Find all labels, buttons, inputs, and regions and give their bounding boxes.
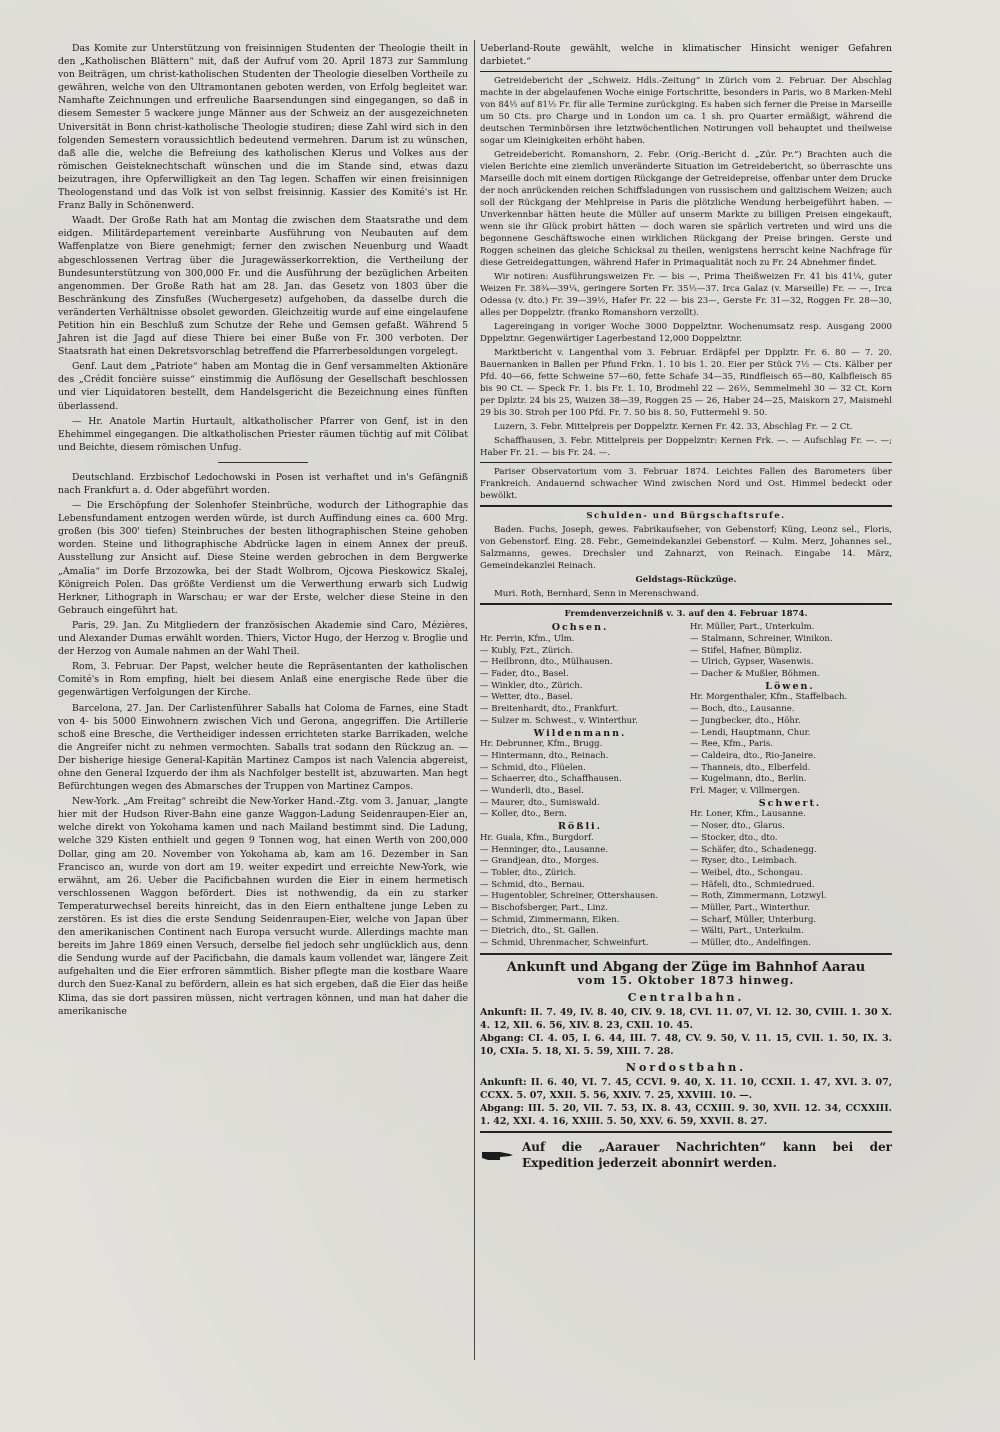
debts-heading: Schulden- und Bürgschaftsrufe. (586, 511, 786, 522)
pointing-hand-icon (480, 1146, 514, 1164)
article-genf-pfarrer: — Hr. Anatole Martin Hurtault, altkatholischer Pfarrer von Genf, ist in den Ehehimmel eingegangen. Die altkatholischen Priester räumen tüchtig auf mit Cölibat und Beichte, diesem römischen Unfug. (58, 415, 468, 453)
guest-entry: — Tobler, dto., Zürich. (480, 867, 577, 878)
article-paris: Paris, 29. Jan. Zu Mitgliedern der französischen Akademie sind Caro, Mézières, und Alexander Dumas erwählt worden. Thiers, Victor Hugo, der Herzog v. Broglie und der Herzog von Aumale nahmen an der Wahl Theil. (58, 619, 468, 658)
hotel-schwert-heading: Schwert. (758, 797, 822, 809)
nordostbahn-heading: Nordostbahn. (625, 1061, 747, 1075)
section-divider (480, 1131, 892, 1133)
guest-entry: — Kugelmann, dto., Berlin. (690, 774, 807, 785)
guest-entry: — Hintermann, dto., Reinach. (480, 750, 609, 761)
guest-entry: — Jungbecker, dto., Höhr. (690, 715, 801, 726)
centralbahn-heading: Centralbahn. (627, 991, 745, 1005)
bankrupt-notice: Muri. Roth, Bernhard, Senn in Merenschwand. (494, 589, 699, 600)
section-divider (218, 462, 308, 463)
guest-entry: — Lendi, Hauptmann, Chur. (690, 727, 811, 738)
guest-list-right (690, 622, 890, 950)
right-column (480, 42, 892, 1171)
article-solenhofen: — Die Erschöpfung der Solenhofer Steinbrüche, wodurch der Lithographie das Lebensfundament entzogen werden würde, ist durch Auffindung eines ca. 600 Mrg. großen (bis 300' tiefen) Steinbruches der besten lithographischen Steine gehoben worden. Steine und lithographische Abdrücke lagen in einem Annex der preuß. Ausstellung zur Ansicht auf. Diese Steine werden gebrochen in dem Bergwerke „Amalia“ im Dorfe Brzozowka, bei der Stadt Wolbrom, Ojcowa Pieskowicz Skalej, Königreich Polen. Das größte Verdienst um die Verwerthung erwarb sich Ludwig Herkner, Lithograph in Warschau; er war der Erste, welcher diese Steine in den Gebrauch eingeführt hat. (58, 500, 468, 616)
guest-entry: — Koller, dto., Bern. (480, 809, 567, 820)
guest-entry: — Weibel, dto., Schongau. (690, 867, 803, 878)
guest-entry: Hr. Perrin, Kfm., Ulm. (480, 633, 575, 644)
section-divider (480, 603, 892, 605)
section-divider (480, 462, 892, 463)
guest-entry: — Winkler, dto., Zürich. (480, 680, 583, 691)
guest-entry: — Sulzer m. Schwest., v. Winterthur. (480, 715, 638, 726)
centralbahn-departures: Abgang: CI. 4. 05, I. 6. 44, III. 7. 48, CV. 9. 50, V. 11. 15, CVII. 1. 50, IX. 3. 10, CXIa. 5. 18, XI. 5. 59, XIII. 7. 28. (480, 1033, 892, 1058)
debts-notice: Baden. Fuchs, Joseph, gewes. Fabrikaufseher, von Gebenstorf; Küng, Leonz sel., Floris, von Gebenstorf. Eing. 28. Febr., Gemeindekanzlei Gebenstorf. — Kulm. Merz, Johannes sel., Salzmanns, gewes. Drechsler und Zahnarzt, von Reinach. Eingabe 14. März, Gemeindekanzlei Reinach. (480, 525, 892, 572)
grain-report-prices: Wir notiren: Ausführungsweizen Fr. — bis —, Prima Theißweizen Fr. 41 bis 41¼, guter Weizen Fr. 38¾—39¼, geringere Sorten Fr. 35½—37. Irca Galaz (v. Marseille) Fr. — —, Irca Odessa (v. dto.) Fr. 39—39½, Hafer Fr. 22 — bis 23—, Gerste Fr. 31—32, Roggen Fr. 28—30, alles per Doppelztr. (franko Romanshorn verzollt). (480, 272, 892, 319)
guest-list (480, 622, 892, 950)
guest-entry: — Stifel, Hafner, Bümpliz. (690, 645, 802, 656)
section-divider (480, 71, 892, 72)
market-report-schaffhausen: Schaffhausen, 3. Febr. Mittelpreis per Doppelzntr: Kernen Frk. —. — Aufschlag Fr. —. —; Haber Fr. 21. — bis Fr. 24. —. (480, 436, 892, 459)
guest-entry: — Hugentobler, Schreiner, Ottershausen. (480, 891, 659, 902)
guest-entry: — Kubly, Fzt., Zürich. (480, 645, 574, 656)
train-schedule-subtitle: vom 15. Oktober 1873 hinweg. (577, 973, 795, 987)
left-column (58, 42, 468, 1020)
guest-entry: — Ulrich, Gypser, Wasenwis. (690, 657, 814, 668)
hotel-loewen-heading: Löwen. (765, 680, 815, 692)
guest-entry: — Heilbronn, dto., Mülhausen. (480, 657, 613, 668)
article-continuation: Ueberland-Route gewählt, welche in klimatischer Hinsicht weniger Gefahren darbietet.“ (480, 43, 892, 68)
guest-entry: — Scharf, Müller, Unterburg. (690, 914, 817, 925)
guest-entry: — Noser, dto., Glarus. (690, 821, 785, 832)
article-waadt: Waadt. Der Große Rath hat am Montag die zwischen dem Staatsrathe und dem eidgen. Militärdepartement vereinbarte Ausführung von Neubauten auf dem Waffenplatze von Biere genehmigt; ferner den zwischen Neuenburg und Waadt abgeschlossenen Vertrag über die Juragewässerkorrektion, die Vertheilung der Bundesunterstützung von 300,000 Fr. und die Ausführung der bezüglichen Arbeiten angenommen. Der Große Rath hat am 28. Jan. das Gesetz von 1803 über die Beschränkung des Zinsfußes (Wuchergesetz) aufgehoben, da dasselbe durch die veränderten Verhältnisse obsolet geworden. Gleichzeitig wurde auf eine eingelaufene Petition hin ein Beschluß zum Schutze der Rehe und Gemsen gefaßt. Während 5 Jahren ist die Jagd auf diese Thiere bei einer Buße von Fr. 300 verboten. Der Staatsrath hat einen Dekretsvorschlag betreffend die Pfarrerbesoldungen vorgelegt. (58, 215, 468, 358)
guest-entry: — Schmid, Zimmermann, Eiken. (480, 914, 620, 925)
guest-entry: — Schmid, Uhrenmacher, Schweinfurt. (480, 938, 649, 949)
article-deutschland: Deutschland. Erzbischof Ledochowski in Posen ist verhaftet und in's Gefängniß nach Frankfurt a. d. Oder abgeführt worden. (58, 471, 468, 496)
market-report-langenthal: Marktbericht v. Langenthal vom 3. Februar. Erdäpfel per Dpplztr. Fr. 6. 80 — 7. 20. Bauernanken in Ballen per Pfund Frkn. 1. 10 bis 1. 20. Eier per Stück 7½ — Cts. Kälber per Pfd. 40—66, fette Schweine 57—60, fette Schafe 34—35, Rindfleisch 65—80, Kalbfleisch 85 bis 90 Ct. — Speck Fr. 1. bis Fr. 1. 10, Brodmehl 22 — 26½, Semmelmehl 30 — 32 Ct. Korn per Dplztr. 24 bis 25, Waizen 38—39, Roggen 25 — 26, Haber 24—25, Maiskorn 27, Maismehl 29 bis 30. Stroh per 100 Pfd. Fr. 7. 50 bis 8. 50, Futtermehl 9. 50. (480, 348, 892, 419)
guest-entry: — Grandjean, dto., Morges. (480, 856, 599, 867)
guest-entry: — Thanneis, dto., Elberfeld. (690, 762, 811, 773)
guest-entry: — Fader, dto., Basel. (480, 669, 569, 679)
guest-entry: Hr. Morgenthaler, Kfm., Staffelbach. (690, 692, 848, 703)
guest-entry: — Wälti, Part., Unterkulm. (690, 926, 804, 937)
column-divider (474, 40, 475, 1360)
guest-entry: — Müller, Part., Winterthur. (690, 903, 810, 914)
guest-entry: — Caldeira, dto., Rio-Janeire. (690, 750, 816, 761)
market-report-luzern: Luzern, 3. Febr. Mittelpreis per Doppelztr. Kernen Fr. 42. 33, Abschlag Fr. — 2 Ct. (494, 422, 853, 433)
guest-entry: — Häfeli, dto., Schmiedrued. (690, 879, 815, 890)
observatory-report: Pariser Observatorium vom 3. Februar 1874. Leichtes Fallen des Barometers über Frankreich. Andauernd schwacher Wind zwischen Nord und Ost. Himmel bedeckt oder bewölkt. (480, 467, 892, 502)
guest-entry: — Ryser, dto., Leimbach. (690, 856, 798, 867)
guest-entry: — Henninger, dto., Lausanne. (480, 844, 609, 855)
guests-heading: Fremdenverzeichniß v. 3. auf den 4. Februar 1874. (564, 609, 808, 620)
hotel-ochsen-heading: Ochsen. (551, 622, 609, 634)
guest-entry: Hr. Debrunner, Kfm., Brugg. (480, 739, 603, 750)
guest-entry: Hr. Guala, Kfm., Burgdorf. (480, 832, 594, 843)
guest-entry: — Müller, dto., Andelfingen. (690, 938, 811, 949)
guest-entry: — Bischofsberger, Part., Linz. (480, 903, 608, 914)
guest-entry: — Breitenhardt, dto., Frankfurt. (480, 704, 619, 715)
guest-entry: — Wunderli, dto., Basel. (480, 786, 584, 797)
guest-entry: — Dietrich, dto., St. Gallen. (480, 926, 599, 937)
guest-entry: — Stalmann, Schreiner, Winikon. (690, 633, 833, 644)
hotel-wildenmann-heading: Wildenmann. (533, 727, 627, 739)
centralbahn-arrivals: Ankunft: II. 7. 49, IV. 8. 40, CIV. 9. 18, CVI. 11. 07, VI. 12. 30, CVIII. 1. 30 X. 4. 12, XII. 6. 56, XIV. 8. 23, CXII. 10. 45. (480, 1007, 892, 1032)
article-barcelona: Barcelona, 27. Jan. Der Carlistenführer Saballs hat Coloma de Farnes, eine Stadt von 4- bis 5000 Einwohnern zwischen Vich und Gerona, angegriffen. Die Artillerie schoß eine Bresche, die Vertheidiger indessen errichteten starke Barrikaden, welche die Angreifer nicht zu nehmen vermochten. Saballs trat sodann den Rückzug an. — Der bisherige hiesige General-Kapitän Martinez Campos ist nach Valencia abgereist, ohne den General Izquerdo der ihm als Nachfolger bestellt ist, abzuwarten. Man hegt Befürchtungen wegen des Abmarsches der Truppen von Martinez Campos. (58, 702, 468, 793)
nordostbahn-departures: Abgang: III. 5. 20, VII. 7. 53, IX. 8. 43, CCXIII. 9. 30, XVII. 12. 34, CCXXIII. 1. 42, XXI. 4. 16, XXIII. 5. 50, XXV. 6. 59, XXVII. 8. 27. (480, 1103, 892, 1128)
guest-list-left (480, 622, 680, 950)
section-divider (480, 505, 892, 507)
article-rom: Rom, 3. Februar. Der Papst, welcher heute die Repräsentanten der katholischen Comité's in Rom empfing, hielt bei diesem Anlaß eine energische Rede über die gegenwärtigen Verfolgungen der Kirche. (58, 661, 468, 699)
article-theology-committee: Das Komite zur Unterstützung von freisinnigen Studenten der Theologie theilt in den „Katholischen Blättern“ mit, daß der Aufruf vom 20. April 1873 zur Sammlung von Beiträgen, um christ-katholischen Studenten der Theologie dieselben Vortheile zu gewähren, welche von den Ultramontanen geboten werden, von Erfolg begleitet war. Namhafte Zeichnungen und erfreuliche Baarsendungen sind eingegangen, so daß in diesem Semester 5 wackere junge Männer aus der Schweiz an der ausgezeichneten Universität in Bonn christ-katholische Theologie studiren; diese Zahl wird sich in den folgenden Semestern voraussichtlich bedeutend vermehren. Darum ist zu wünschen, daß alle die, welche die Befreiung des katholischen Klerus und Volkes aus der römischen Geisteknechtschaft wünschen und die im Stande sind, etwas dazu beizutragen, ihre Opferwilligkeit an den Tag legen. Schaffen wir einen freisinnigen Theologenstand und das Volk ist von selbst freisinnig. Kassier des Komité's ist Hr. Franz Bally in Schönenwerd. (58, 43, 468, 212)
guest-entry: Hr. Loner, Kfm., Lausanne. (690, 809, 806, 820)
subscription-text: Auf die „Aarauer Nachrichten“ kann bei der Expedition jederzeit abonnirt werden. (522, 1140, 892, 1171)
guest-entry: — Schaerrer, dto., Schaffhausen. (480, 774, 622, 785)
grain-report-zurich: Getreidebericht der „Schweiz. Hdls.-Zeitung“ in Zürich vom 2. Februar. Der Abschlag machte in der abgelaufenen Woche einige Fortschritte, besonders in Paris, wo 8 Marken-Mehl von 84½ auf 81½ Fr. für alle Termine zurückging. Es haben sich ferner die Preise in Marseille um 50 Cts. pro Charge und in London um ca. 1 sh. pro Quarter ermäßigt, während die deutschen Terminbörsen ihre letztwöchentlichen Notirungen voll behauptet und theilweise sogar um Kleinigkeiten erhöht haben. (480, 76, 892, 147)
guest-entry: — Boch, dto., Lausanne. (690, 704, 795, 715)
subscription-notice (480, 1139, 892, 1171)
hotel-roessli-heading: Rößli. (558, 821, 602, 833)
guest-entry: — Wetter, dto., Basel. (480, 692, 573, 703)
guest-entry: — Maurer, dto., Sumiswald. (480, 797, 600, 808)
guest-entry: — Roth, Zimmermann, Lotzwyl. (690, 891, 827, 902)
grain-report-romanshorn: Getreidebericht. Romanshorn, 2. Febr. (Orig.-Bericht d. „Zür. Pr.“) Brachten auch die vielen Berichte eine ziemlich unveränderte Situation im Getreidebericht, so überraschte uns Marseille doch mit einem dortigen Rückgange der Getreidepreise, offenbar unter dem Drucke der noch anrückenden reichen Schiffsladungen von russischem und galizischem Weizen; auch soll der Rückgang der Mehlpreise in Paris die plötzliche Wendung herbeigeführt haben. — Unverkennbar hätten heute die Müller auf unserm Markte zu billigen Preisen eingekauft, wenn sie ihr Glück probirt hätten — doch waren sie spärlich vertreten und wird uns die begonnene Geschäftswoche einen wirklichen Rückgang der Preise bringen. Gerste und Roggen scheinen das gleiche Schicksal zu theilen, wenigstens herrscht keine Nachfrage für diese Getreidegattungen, während Hafer in Primaqualität noch zu Fr. 24 Abnehmer findet. (480, 150, 892, 269)
nordostbahn-arrivals: Ankunft: II. 6. 40, VI. 7. 45, CCVI. 9. 40, X. 11. 10, CCXII. 1. 47, XVI. 3. 07, CCXX. 5. 07, XXII. 5. 56, XXIV. 7. 25, XXVIII. 10. —. (480, 1077, 892, 1102)
article-new-york: New-York. „Am Freitag“ schreibt die New-Yorker Hand.-Ztg. vom 3. Januar, „langte hier mit der Hudson River-Bahn eine ganze Waggon-Ladung Seidenraupen-Eier an, welche direkt von Yokohama kamen und nach Mailand bestimmt sind. Die Ladung, welche 329 Kisten enthielt und gegen 9 Tonnen wog, hat einen Werth von 200,000 Dollar, ging am 20. November von Yokohama ab, kam am 16. Dezember in San Francisco an, wurde von dort am 19. weiter expedirt und erreichte New-York, wie erwähnt, am 26. Ueber die Pacificbahnen wurden die Eier in einem hermetisch verschlossenen Waggon befördert. Dies ist nothwendig, da ein zu starker Temperaturwechsel bereits hinreicht, das in den Eiern enthaltene junge Leben zu zerstören. Es ist dies die erste Sendung Seidenraupen-Eier, welche von Japan über den amerikanischen Continent nach Europa versucht wurde. Allerdings machte man bereits im Jahre 1869 einen Versuch, derselbe fiel jedoch sehr unglücklich aus, denn die Sendung wurde auf der Pacificbahn, die damals kaum vollendet war, längere Zeit aufgehalten und die Eier erfroren sämmtlich. Bisher pflegte man die kostbare Waare durch den Suez-Kanal zu befördern, allein es hat sich ergeben, daß die Eier das heiße Klima, das sie dort passiren müssen, nicht vertragen können, und man hat daher die amerikanische (58, 796, 468, 1017)
guest-entry: — Schäfer, dto., Schadenegg. (690, 844, 817, 855)
section-divider (480, 953, 892, 955)
guest-entry: — Schmid, dto., Bernau. (480, 879, 585, 890)
guest-entry: — Dacher & Mußler, Böhmen. (690, 669, 820, 679)
guest-entry: — Ree, Kfm., Paris. (690, 739, 773, 750)
guest-entry: Frl. Mager, v. Villmergen. (690, 786, 801, 797)
bankrupt-heading: Geldstags-Rückzüge. (635, 575, 737, 586)
grain-report-storage: Lagereingang in voriger Woche 3000 Doppelztnr. Wochenumsatz resp. Ausgang 2000 Dppelztnr. Gegenwärtiger Lagerbestand 12,000 Doppelztnr. (480, 322, 892, 345)
guest-entry: — Schmid, dto., Flüelen. (480, 762, 586, 773)
guest-entry: Hr. Müller, Part., Unterkulm. (690, 622, 815, 633)
train-schedule-title: Ankunft und Abgang der Züge im Bahnhof Aarau (506, 959, 866, 975)
article-genf: Genf. Laut dem „Patriote“ haben am Montag die in Genf versammelten Aktionäre des „Crédit foncière suisse“ einstimmig die Auflösung der Gesellschaft beschlossen und vier Liquidatoren bestellt, dem Handelsgericht die Bezeichnung eines fünften überlassend. (58, 361, 468, 412)
guest-entry: — Stocker, dto., dto. (690, 832, 778, 843)
